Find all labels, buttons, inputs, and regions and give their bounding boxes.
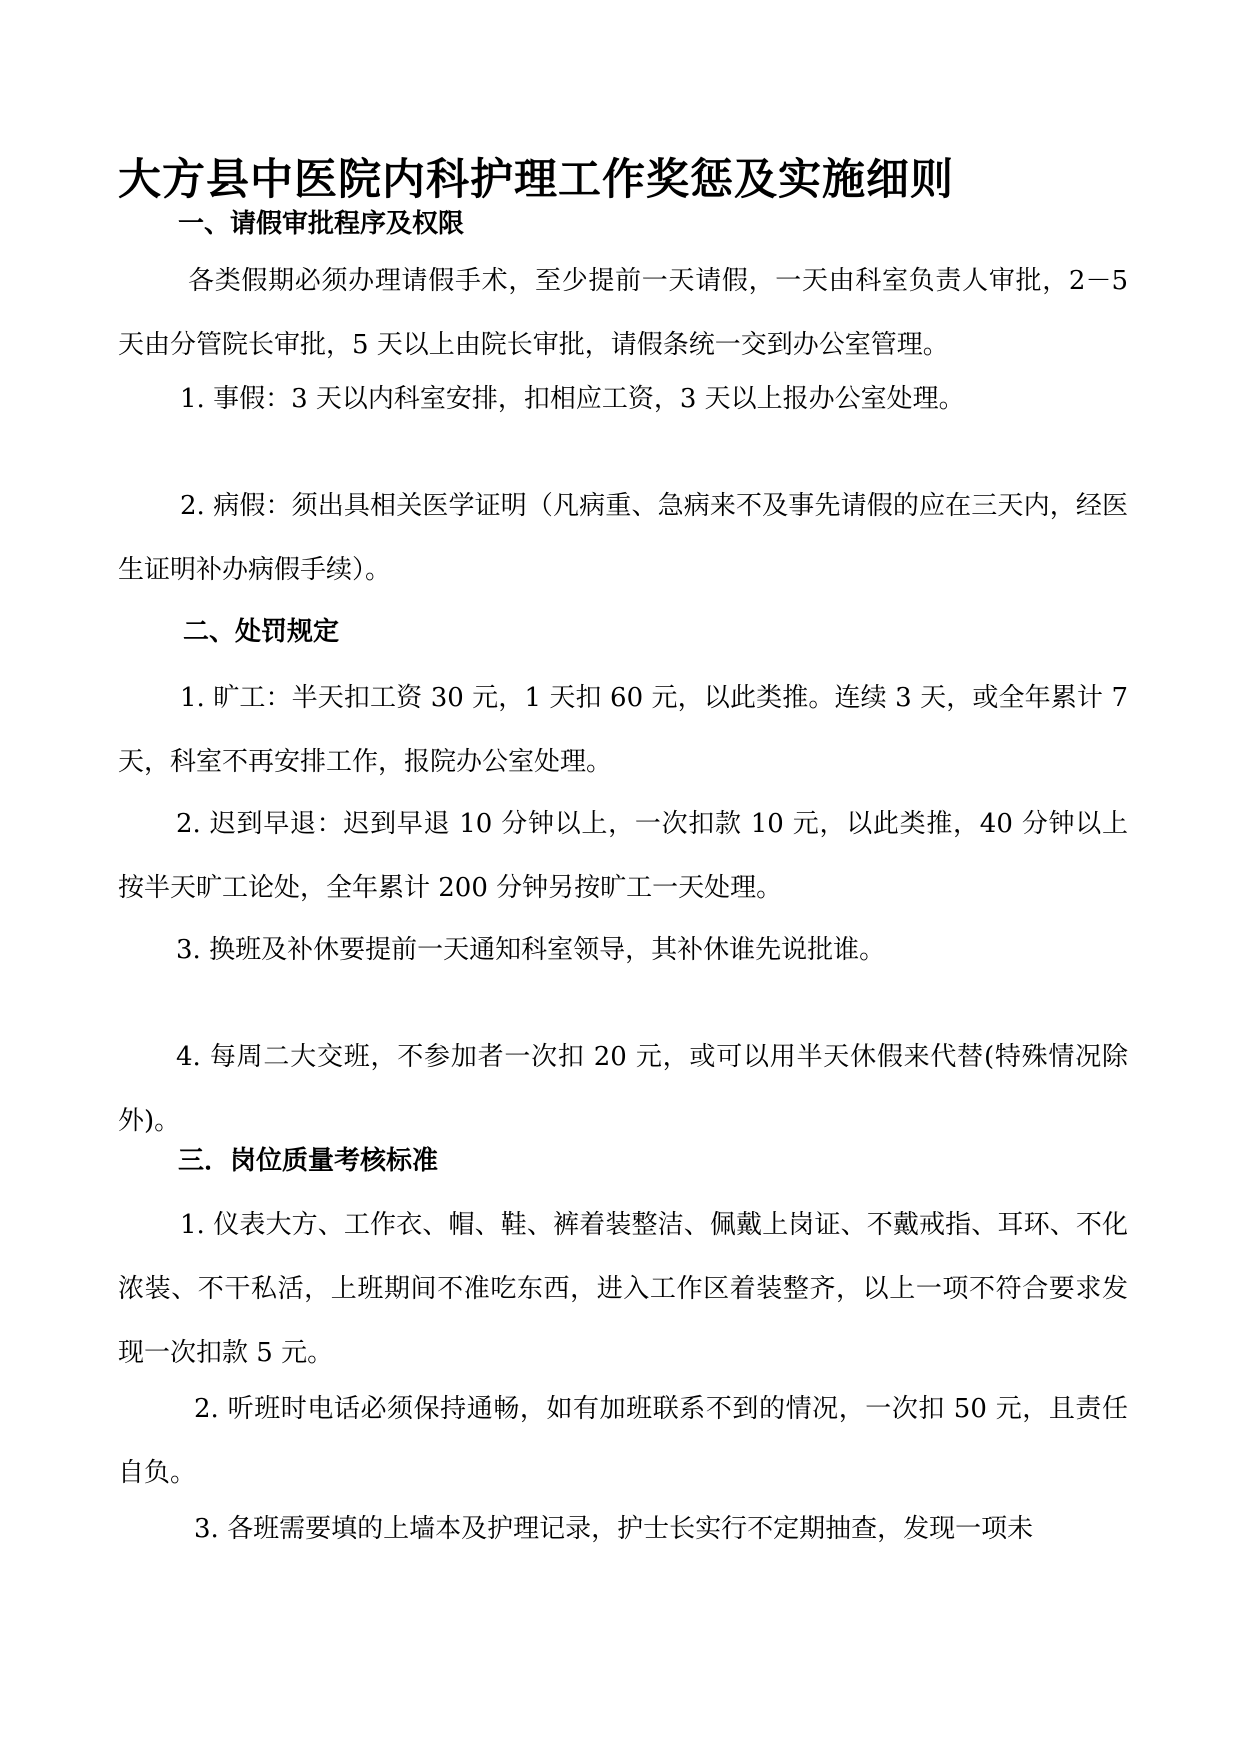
section-1-paragraph-1: 各类假期必须办理请假手术，至少提前一天请假，一天由科室负责人审批，2－5 天由分管院长审批，5 天以上由院长审批，请假条统一交到办公室管理。 [118, 266, 1128, 360]
section-2-paragraph-3: 3. 换班及补休要提前一天通知科室领导，其补休谁先说批谁。 [176, 935, 886, 965]
section-2-heading: 二、处罚规定 [183, 617, 340, 647]
section-3-paragraph-3: 3. 各班需要填的上墙本及护理记录，护士长实行不定期抽查，发现一项未 [194, 1514, 1034, 1544]
section-1-paragraph-3: 2. 病假：须出具相关医学证明（凡病重、急病来不及事先请假的应在三天内，经医生证明补办病假手续）。 [118, 491, 1128, 585]
section-3-heading: 三．岗位质量考核标准 [178, 1146, 439, 1176]
section-1-paragraph-2: 1. 事假：3 天以内科室安排，扣相应工资，3 天以上报办公室处理。 [180, 384, 965, 414]
section-2-paragraph-4: 4. 每周二大交班，不参加者一次扣 20 元，或可以用半天休假来代替(特殊情况除外)。 [118, 1042, 1128, 1136]
section-3-paragraph-2: 2. 听班时电话必须保持通畅，如有加班联系不到的情况，一次扣 50 元，且责任自负。 [118, 1394, 1128, 1488]
section-3-paragraph-1: 1. 仪表大方、工作衣、帽、鞋、裤着装整洁、佩戴上岗证、不戴戒指、耳环、不化浓装、不干私活，上班期间不准吃东西，进入工作区着装整齐，以上一项不符合要求发现一次扣款 5 元。 [118, 1210, 1128, 1368]
section-1-heading: 一、请假审批程序及权限 [178, 209, 465, 239]
section-2-paragraph-2: 2. 迟到早退：迟到早退 10 分钟以上，一次扣款 10 元，以此类推，40 分钟以上按半天旷工论处，全年累计 200 分钟另按旷工一天处理。 [118, 809, 1128, 903]
section-2-paragraph-1: 1. 旷工：半天扣工资 30 元，1 天扣 60 元，以此类推。连续 3 天，或全年累计 7 天，科室不再安排工作，报院办公室处理。 [118, 683, 1128, 777]
document-title: 大方县中医院内科护理工作奖惩及实施细则 [118, 155, 954, 205]
